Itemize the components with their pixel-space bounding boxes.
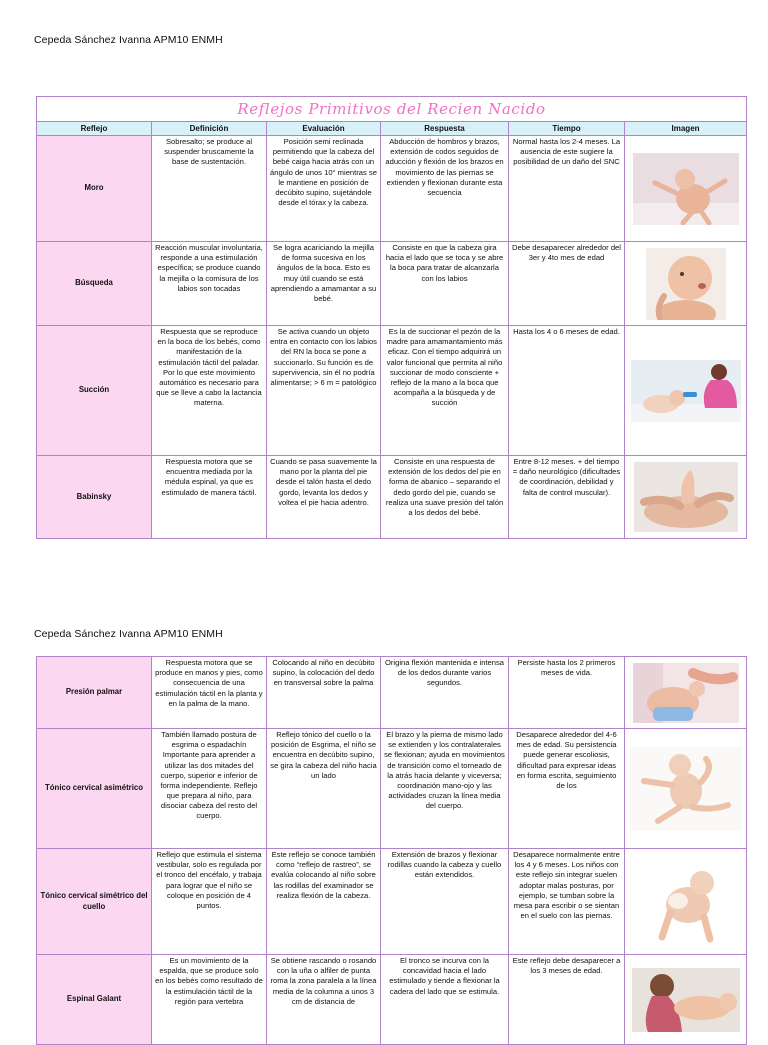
reflex-name: Moro [37, 136, 152, 242]
time-cell: Desaparece alrededor del 4-6 mes de edad. Su persistencia puede generar escoliosis, dificultad para expresar ideas en forma escrita, seguimiento de los [509, 729, 625, 849]
table-title: Reflejos Primitivos del Recien Nacido [237, 99, 546, 118]
response-cell: Es la de succionar el pezón de la madre para amamantamiento más eficaz. Con el tiempo adquirirá un valor funcional que permita al niño succionar de modo consciente + reflejo de la mano a la boca que acompaña a la búsqueda y de succión [381, 326, 509, 456]
reflexes-table-page-2 [36, 656, 747, 1045]
document-author: Cepeda Sánchez Ivanna APM10 ENMH [34, 34, 223, 46]
definition-cell: Es un movimiento de la espalda, que se produce solo en los bebés como resultado de la estimulación táctil de la región para vertebra [152, 955, 267, 1045]
table-row [37, 955, 747, 1045]
definition-cell: Respuesta motora que se produce en manos y pies, como consecuencia de una estimulación táctil en la planta y en la palma de la mano. [152, 657, 267, 729]
evaluation-cell: Este reflejo se conoce también como “reflejo de rastreo”, se evalúa colocando al niño sobre las rodillas del examinador se realiza flexión de la cabeza. [267, 849, 381, 955]
time-cell: Normal hasta los 2-4 meses. La ausencia de este sugiere la posibilidad de un daño del SNC [509, 136, 625, 242]
definition-cell: Sobresalto; se produce al suspender bruscamente la base de sustentación. [152, 136, 267, 242]
response-cell: Abducción de hombros y brazos, extensión de codos seguidos de aducción y flexión de los brazos en movimiento de las piernas se extienden y flexionan durante esta secuencia [381, 136, 509, 242]
reflexes-table-page-1 [36, 96, 747, 539]
table-row [37, 657, 747, 729]
response-cell: Consiste en una respuesta de extensión de los dedos del pie en forma de abanico – separando el dedo gordo del pie, cuando se realiza una suave presión del talón a los dedos del bebé. [381, 456, 509, 539]
baby-busqueda-photo [646, 248, 726, 320]
reflex-name: Búsqueda [37, 242, 152, 326]
image-cell [625, 242, 747, 326]
evaluation-cell: Colocando al niño en decúbito supino, la colocación del dedo en transversal sobre la palma [267, 657, 381, 729]
image-cell [625, 456, 747, 539]
response-cell: Extensión de brazos y flexionar rodillas cuando la cabeza y cuello están extendidos. [381, 849, 509, 955]
evaluation-cell: Reflejo tónico del cuello o la posición de Esgrima, el niño se encuentra en decúbito supino, se gira la cabeza del niño hacia un lado [267, 729, 381, 849]
evaluation-cell: Se obtiene rascando o rosando con la uña o alfiler de punta roma la zona paralela a la línea media de la columna a unos 3 cm de distancia de [267, 955, 381, 1045]
reflex-name: Espinal Galant [37, 955, 152, 1045]
baby-galant-photo [632, 968, 740, 1032]
response-cell: El brazo y la pierna de mismo lado se extienden y los contralaterales se flexionan; ayuda en movimientos de transición como el torneado de la atrás hacia delante y viceversa; coordinación mano-ojo y las actividades cruzan la línea media del cuerpo. [381, 729, 509, 849]
evaluation-cell: Se activa cuando un objeto entra en contacto con los labios del RN la boca se pone a succionarlo. Su función es de supervivencia, sin él no podría alimentarse; > 6 m = patológico [267, 326, 381, 456]
table-row [37, 729, 747, 849]
table-row [37, 136, 747, 242]
header-respuesta: Respuesta [381, 122, 509, 136]
evaluation-cell: Posición semi reclinada permitiendo que la cabeza del bebé caiga hacia atrás con un ángulo de unos 10° mientras se le mantiene en posición de decúbito supino, sujetándole desde el tórax y la cabeza. [267, 136, 381, 242]
table-row [37, 849, 747, 955]
table-title-row [37, 97, 747, 122]
table-row [37, 242, 747, 326]
time-cell: Debe desaparecer alrededor del 3er y 4to mes de edad [509, 242, 625, 326]
response-cell: Consiste en que la cabeza gira hacia el lado que se toca y se abre la boca para tratar de alcanzarla con los labios [381, 242, 509, 326]
definition-cell: Respuesta que se reproduce en la boca de los bebés, como manifestación de la estimulación táctil del paladar. Por lo que este movimiento automático es necesario para que se lleve a cabo la lactancia materna. [152, 326, 267, 456]
reflex-name: Presión palmar [37, 657, 152, 729]
table-header-row [37, 122, 747, 136]
time-cell: Entre 8-12 meses. + del tiempo = daño neurológico (dificultades de coordinación, debilidad y falta de control muscular). [509, 456, 625, 539]
image-cell [625, 955, 747, 1045]
header-reflejo: Reflejo [37, 122, 152, 136]
table-row [37, 456, 747, 539]
reflex-name: Tónico cervical simétrico del cuello [37, 849, 152, 955]
header-definicion: Definición [152, 122, 267, 136]
table-title-cell [37, 97, 747, 122]
reflex-name: Tónico cervical asimétrico [37, 729, 152, 849]
image-cell [625, 136, 747, 242]
response-cell: El tronco se incurva con la concavidad hacia el lado estimulado y tiende a flexionar la cadera del lado que se estimula. [381, 955, 509, 1045]
image-cell [625, 657, 747, 729]
baby-tonico-asimetrico-photo [630, 747, 742, 831]
time-cell: Este reflejo debe desaparecer a los 3 meses de edad. [509, 955, 625, 1045]
reflex-name: Succión [37, 326, 152, 456]
definition-cell: También llamado postura de esgrima o espadachín Importante para aprender a utilizar las dos mitades del cuerpo, superior e inferior de forma independiente. Reflejo que prepara al niño, para disociar cabeza del resto del cuerpo. [152, 729, 267, 849]
header-evaluacion: Evaluación [267, 122, 381, 136]
evaluation-cell: Cuando se pasa suavemente la mano por la planta del pie desde el talón hasta el dedo gordo, levanta los dedos y voltea el pie hacia adentro. [267, 456, 381, 539]
baby-babinsky-photo [634, 462, 738, 532]
header-imagen: Imagen [625, 122, 747, 136]
image-cell [625, 326, 747, 456]
time-cell: Hasta los 4 o 6 meses de edad. [509, 326, 625, 456]
baby-moro-photo [633, 153, 739, 225]
baby-succion-photo [631, 360, 741, 422]
evaluation-cell: Se logra acariciando la mejilla de forma sucesiva en los ángulos de la boca. Esto es muy útil cuando se está aprendiendo a amamantar a su bebé. [267, 242, 381, 326]
definition-cell: Respuesta motora que se encuentra mediada por la médula espinal, ya que es estimulado de manera táctil. [152, 456, 267, 539]
definition-cell: Reacción muscular involuntaria, responde a una estimulación específica; se produce cuando la mejilla o la comisura de los labios son tocadas [152, 242, 267, 326]
baby-tonico-simetrico-photo [644, 857, 728, 947]
reflex-name: Babinsky [37, 456, 152, 539]
definition-cell: Reflejo que estimula el sistema vestibular, solo es regulada por el tronco del encéfalo, y trabaja para lograr que el niño se coloque en posición de 4 puntos. [152, 849, 267, 955]
time-cell: Desaparece normalmente entre los 4 y 6 meses. Los niños con este reflejo sin integrar suelen adoptar malas posturas, por ejemplo, se tumban sobre la mesa para escribir o se sientan en el suelo con las piernas. [509, 849, 625, 955]
image-cell [625, 729, 747, 849]
header-tiempo: Tiempo [509, 122, 625, 136]
baby-presion-palmar-photo [633, 663, 739, 723]
document-author-page-2: Cepeda Sánchez Ivanna APM10 ENMH [34, 628, 223, 640]
table-row [37, 326, 747, 456]
time-cell: Persiste hasta los 2 primeros meses de vida. [509, 657, 625, 729]
image-cell [625, 849, 747, 955]
response-cell: Origina flexión mantenida e intensa de los dedos durante varios segundos. [381, 657, 509, 729]
